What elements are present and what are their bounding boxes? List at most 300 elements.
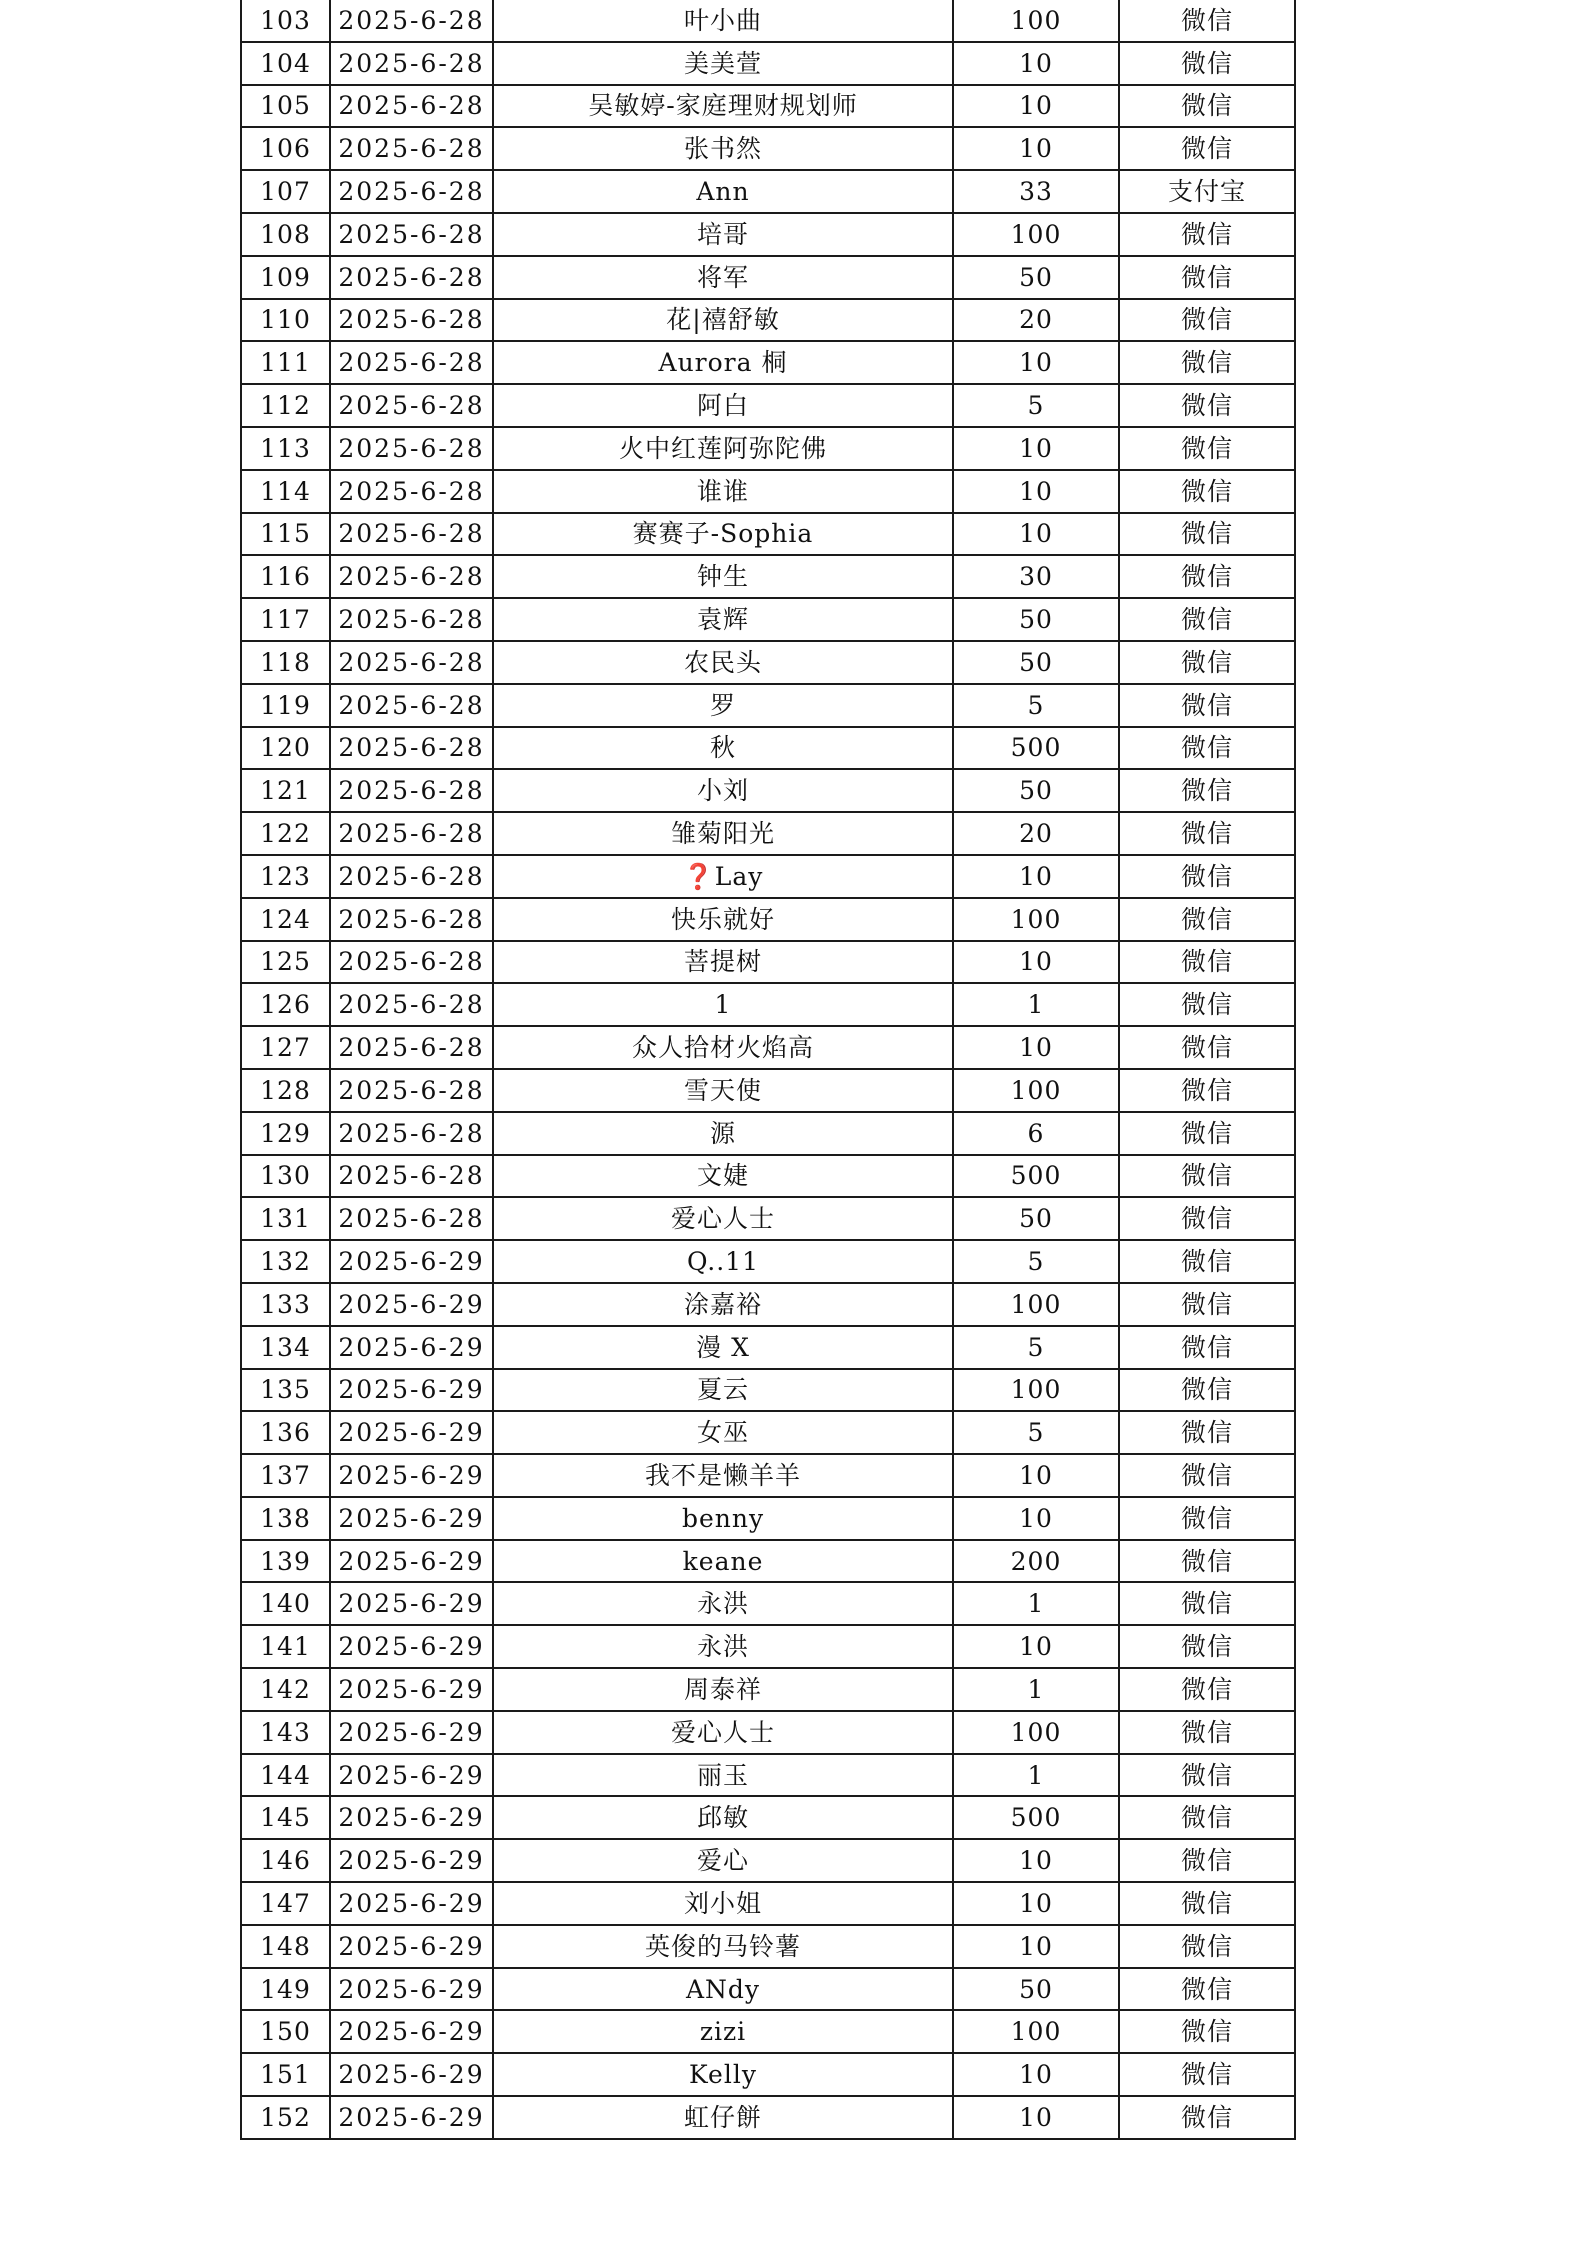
donor-name-cell: 袁辉 — [493, 598, 953, 641]
row-number-cell: 104 — [241, 42, 330, 85]
table-row — [241, 299, 1295, 342]
donor-name-cell: 爱心人士 — [493, 1711, 953, 1754]
payment-method-cell: 微信 — [1119, 598, 1295, 641]
row-number-cell: 118 — [241, 641, 330, 684]
date-cell: 2025-6-29 — [330, 1625, 493, 1668]
date-cell: 2025-6-29 — [330, 1839, 493, 1882]
donor-name-cell: 快乐就好 — [493, 898, 953, 941]
row-number-cell: 127 — [241, 1026, 330, 1069]
table-row — [241, 1839, 1295, 1882]
donor-name-cell: 钟生 — [493, 555, 953, 598]
payment-method-cell: 微信 — [1119, 1882, 1295, 1925]
amount-cell: 10 — [953, 42, 1119, 85]
donor-name-cell: 花|禧舒敏 — [493, 299, 953, 342]
amount-cell: 50 — [953, 1197, 1119, 1240]
donor-name-cell: 涂嘉裕 — [493, 1283, 953, 1326]
date-cell: 2025-6-28 — [330, 299, 493, 342]
date-cell: 2025-6-28 — [330, 598, 493, 641]
payment-method-cell: 微信 — [1119, 127, 1295, 170]
donor-name-cell: 爱心 — [493, 1839, 953, 1882]
table-row — [241, 1411, 1295, 1454]
donor-name-cell: 雪天使 — [493, 1069, 953, 1112]
donor-name-cell: 美美萱 — [493, 42, 953, 85]
payment-method-cell: 微信 — [1119, 1668, 1295, 1711]
date-cell: 2025-6-29 — [330, 1796, 493, 1839]
table-row — [241, 213, 1295, 256]
amount-cell: 100 — [953, 0, 1119, 42]
table-row — [241, 598, 1295, 641]
table-row — [241, 1925, 1295, 1968]
payment-method-cell: 支付宝 — [1119, 170, 1295, 213]
row-number-cell: 124 — [241, 898, 330, 941]
payment-method-cell: 微信 — [1119, 1754, 1295, 1797]
payment-method-cell: 微信 — [1119, 1240, 1295, 1283]
table-row — [241, 2053, 1295, 2096]
payment-method-cell: 微信 — [1119, 0, 1295, 42]
date-cell: 2025-6-29 — [330, 1411, 493, 1454]
date-cell: 2025-6-29 — [330, 1369, 493, 1412]
date-cell: 2025-6-28 — [330, 341, 493, 384]
row-number-cell: 117 — [241, 598, 330, 641]
table-row — [241, 384, 1295, 427]
donor-name-cell: 农民头 — [493, 641, 953, 684]
row-number-cell: 121 — [241, 769, 330, 812]
donor-name-cell: keane — [493, 1540, 953, 1583]
row-number-cell: 129 — [241, 1112, 330, 1155]
date-cell: 2025-6-28 — [330, 555, 493, 598]
table-row — [241, 1968, 1295, 2011]
donor-name-cell: 周泰祥 — [493, 1668, 953, 1711]
row-number-cell: 111 — [241, 341, 330, 384]
payment-method-cell: 微信 — [1119, 1625, 1295, 1668]
donor-name-cell: Kelly — [493, 2053, 953, 2096]
payment-method-cell: 微信 — [1119, 427, 1295, 470]
date-cell: 2025-6-28 — [330, 170, 493, 213]
row-number-cell: 139 — [241, 1540, 330, 1583]
row-number-cell: 151 — [241, 2053, 330, 2096]
donor-name-cell: 夏云 — [493, 1369, 953, 1412]
table-row — [241, 983, 1295, 1026]
payment-method-cell: 微信 — [1119, 299, 1295, 342]
date-cell: 2025-6-29 — [330, 1326, 493, 1369]
date-cell: 2025-6-28 — [330, 427, 493, 470]
table-row — [241, 641, 1295, 684]
date-cell: 2025-6-28 — [330, 470, 493, 513]
amount-cell: 10 — [953, 85, 1119, 128]
amount-cell: 33 — [953, 170, 1119, 213]
row-number-cell: 138 — [241, 1497, 330, 1540]
table-row — [241, 513, 1295, 556]
row-number-cell: 143 — [241, 1711, 330, 1754]
table-row — [241, 2010, 1295, 2053]
donor-name-cell: benny — [493, 1497, 953, 1540]
row-number-cell: 150 — [241, 2010, 330, 2053]
donor-name-cell: 漫 X — [493, 1326, 953, 1369]
row-number-cell: 106 — [241, 127, 330, 170]
row-number-cell: 136 — [241, 1411, 330, 1454]
payment-method-cell: 微信 — [1119, 513, 1295, 556]
date-cell: 2025-6-28 — [330, 1112, 493, 1155]
amount-cell: 10 — [953, 127, 1119, 170]
payment-method-cell: 微信 — [1119, 769, 1295, 812]
table-row — [241, 941, 1295, 984]
payment-method-cell: 微信 — [1119, 1411, 1295, 1454]
donor-name-cell: 永洪 — [493, 1625, 953, 1668]
row-number-cell: 120 — [241, 727, 330, 770]
amount-cell: 10 — [953, 1839, 1119, 1882]
table-row — [241, 1497, 1295, 1540]
amount-cell: 10 — [953, 855, 1119, 898]
donor-name-cell: 谁谁 — [493, 470, 953, 513]
date-cell: 2025-6-28 — [330, 0, 493, 42]
amount-cell: 1 — [953, 1754, 1119, 1797]
table-row — [241, 769, 1295, 812]
amount-cell: 10 — [953, 1882, 1119, 1925]
row-number-cell: 132 — [241, 1240, 330, 1283]
date-cell: 2025-6-28 — [330, 983, 493, 1026]
table-row — [241, 1540, 1295, 1583]
payment-method-cell: 微信 — [1119, 684, 1295, 727]
table-row — [241, 1625, 1295, 1668]
table-row — [241, 684, 1295, 727]
amount-cell: 1 — [953, 983, 1119, 1026]
payment-method-cell: 微信 — [1119, 1369, 1295, 1412]
date-cell: 2025-6-28 — [330, 684, 493, 727]
table-row — [241, 1796, 1295, 1839]
row-number-cell: 135 — [241, 1369, 330, 1412]
row-number-cell: 125 — [241, 941, 330, 984]
payment-method-cell: 微信 — [1119, 2053, 1295, 2096]
table-row — [241, 1754, 1295, 1797]
date-cell: 2025-6-29 — [330, 1668, 493, 1711]
row-number-cell: 131 — [241, 1197, 330, 1240]
row-number-cell: 105 — [241, 85, 330, 128]
amount-cell: 10 — [953, 1625, 1119, 1668]
donor-name-cell: 罗 — [493, 684, 953, 727]
payment-method-cell: 微信 — [1119, 470, 1295, 513]
donor-name-cell: 小刘 — [493, 769, 953, 812]
date-cell: 2025-6-28 — [330, 42, 493, 85]
amount-cell: 5 — [953, 1411, 1119, 1454]
amount-cell: 10 — [953, 1925, 1119, 1968]
table-row — [241, 1283, 1295, 1326]
date-cell: 2025-6-29 — [330, 1283, 493, 1326]
payment-method-cell: 微信 — [1119, 898, 1295, 941]
date-cell: 2025-6-28 — [330, 513, 493, 556]
row-number-cell: 146 — [241, 1839, 330, 1882]
table-row — [241, 1069, 1295, 1112]
amount-cell: 100 — [953, 1069, 1119, 1112]
table-row — [241, 1454, 1295, 1497]
table-row — [241, 1369, 1295, 1412]
donor-name-cell: 赛赛子-Sophia — [493, 513, 953, 556]
date-cell: 2025-6-29 — [330, 1540, 493, 1583]
payment-method-cell: 微信 — [1119, 1968, 1295, 2011]
row-number-cell: 149 — [241, 1968, 330, 2011]
amount-cell: 100 — [953, 213, 1119, 256]
table-row — [241, 42, 1295, 85]
row-number-cell: 130 — [241, 1155, 330, 1198]
payment-method-cell: 微信 — [1119, 1326, 1295, 1369]
payment-method-cell: 微信 — [1119, 1582, 1295, 1625]
amount-cell: 200 — [953, 1540, 1119, 1583]
donor-name-cell: 火中红莲阿弥陀佛 — [493, 427, 953, 470]
row-number-cell: 140 — [241, 1582, 330, 1625]
amount-cell: 5 — [953, 1240, 1119, 1283]
table-row — [241, 727, 1295, 770]
row-number-cell: 147 — [241, 1882, 330, 1925]
row-number-cell: 126 — [241, 983, 330, 1026]
amount-cell: 100 — [953, 898, 1119, 941]
donor-name-cell: ANdy — [493, 1968, 953, 2011]
donor-name-cell: 英俊的马铃薯 — [493, 1925, 953, 1968]
table-row — [241, 0, 1295, 42]
table-row — [241, 470, 1295, 513]
date-cell: 2025-6-29 — [330, 2053, 493, 2096]
date-cell: 2025-6-29 — [330, 1925, 493, 1968]
payment-method-cell: 微信 — [1119, 1454, 1295, 1497]
donor-name-cell: 雏菊阳光 — [493, 812, 953, 855]
donor-name-cell: 叶小曲 — [493, 0, 953, 42]
date-cell: 2025-6-29 — [330, 2096, 493, 2139]
amount-cell: 10 — [953, 2096, 1119, 2139]
table-row — [241, 898, 1295, 941]
payment-method-cell: 微信 — [1119, 1197, 1295, 1240]
date-cell: 2025-6-28 — [330, 769, 493, 812]
payment-method-cell: 微信 — [1119, 641, 1295, 684]
row-number-cell: 128 — [241, 1069, 330, 1112]
amount-cell: 100 — [953, 1711, 1119, 1754]
amount-cell: 10 — [953, 1497, 1119, 1540]
donor-name-cell: 吴敏婷-家庭理财规划师 — [493, 85, 953, 128]
donor-name-cell: 众人拾材火焰高 — [493, 1026, 953, 1069]
donor-name-cell: 我不是懒羊羊 — [493, 1454, 953, 1497]
date-cell: 2025-6-28 — [330, 1197, 493, 1240]
amount-cell: 100 — [953, 1369, 1119, 1412]
amount-cell: 500 — [953, 1796, 1119, 1839]
donor-name-cell: 1 — [493, 983, 953, 1026]
payment-method-cell: 微信 — [1119, 384, 1295, 427]
row-number-cell: 110 — [241, 299, 330, 342]
date-cell: 2025-6-28 — [330, 855, 493, 898]
row-number-cell: 107 — [241, 170, 330, 213]
amount-cell: 500 — [953, 727, 1119, 770]
date-cell: 2025-6-28 — [330, 898, 493, 941]
table-row — [241, 855, 1295, 898]
payment-method-cell: 微信 — [1119, 1069, 1295, 1112]
date-cell: 2025-6-29 — [330, 1711, 493, 1754]
donor-name-cell: 丽玉 — [493, 1754, 953, 1797]
date-cell: 2025-6-29 — [330, 1754, 493, 1797]
table-row — [241, 1668, 1295, 1711]
amount-cell: 5 — [953, 684, 1119, 727]
amount-cell: 10 — [953, 1026, 1119, 1069]
donor-name-cell: 阿白 — [493, 384, 953, 427]
donation-table-body — [241, 0, 1295, 2139]
amount-cell: 500 — [953, 1155, 1119, 1198]
payment-method-cell: 微信 — [1119, 1155, 1295, 1198]
table-row — [241, 341, 1295, 384]
row-number-cell: 103 — [241, 0, 330, 42]
payment-method-cell: 微信 — [1119, 555, 1295, 598]
amount-cell: 10 — [953, 470, 1119, 513]
row-number-cell: 141 — [241, 1625, 330, 1668]
row-number-cell: 144 — [241, 1754, 330, 1797]
date-cell: 2025-6-29 — [330, 1882, 493, 1925]
date-cell: 2025-6-28 — [330, 941, 493, 984]
row-number-cell: 122 — [241, 812, 330, 855]
donor-name-cell: 邱敏 — [493, 1796, 953, 1839]
date-cell: 2025-6-29 — [330, 1582, 493, 1625]
row-number-cell: 148 — [241, 1925, 330, 1968]
donor-name-cell: 张书然 — [493, 127, 953, 170]
table-row — [241, 1882, 1295, 1925]
row-number-cell: 142 — [241, 1668, 330, 1711]
table-row — [241, 85, 1295, 128]
date-cell: 2025-6-28 — [330, 1026, 493, 1069]
payment-method-cell: 微信 — [1119, 855, 1295, 898]
payment-method-cell: 微信 — [1119, 1112, 1295, 1155]
row-number-cell: 145 — [241, 1796, 330, 1839]
donor-name-cell: 文婕 — [493, 1155, 953, 1198]
date-cell: 2025-6-28 — [330, 213, 493, 256]
payment-method-cell: 微信 — [1119, 2096, 1295, 2139]
donor-name-cell: 永洪 — [493, 1582, 953, 1625]
payment-method-cell: 微信 — [1119, 1540, 1295, 1583]
amount-cell: 50 — [953, 769, 1119, 812]
donor-name-cell: 虹仔餅 — [493, 2096, 953, 2139]
payment-method-cell: 微信 — [1119, 2010, 1295, 2053]
date-cell: 2025-6-28 — [330, 727, 493, 770]
table-row — [241, 1155, 1295, 1198]
donor-name-cell: 刘小姐 — [493, 1882, 953, 1925]
amount-cell: 5 — [953, 384, 1119, 427]
payment-method-cell: 微信 — [1119, 256, 1295, 299]
date-cell: 2025-6-28 — [330, 812, 493, 855]
date-cell: 2025-6-29 — [330, 1968, 493, 2011]
table-row — [241, 1711, 1295, 1754]
table-row — [241, 812, 1295, 855]
amount-cell: 10 — [953, 2053, 1119, 2096]
row-number-cell: 115 — [241, 513, 330, 556]
payment-method-cell: 微信 — [1119, 1711, 1295, 1754]
amount-cell: 5 — [953, 1326, 1119, 1369]
row-number-cell: 137 — [241, 1454, 330, 1497]
payment-method-cell: 微信 — [1119, 341, 1295, 384]
row-number-cell: 152 — [241, 2096, 330, 2139]
donor-name-cell: 菩提树 — [493, 941, 953, 984]
date-cell: 2025-6-29 — [330, 2010, 493, 2053]
date-cell: 2025-6-28 — [330, 85, 493, 128]
row-number-cell: 134 — [241, 1326, 330, 1369]
row-number-cell: 133 — [241, 1283, 330, 1326]
amount-cell: 1 — [953, 1582, 1119, 1625]
amount-cell: 100 — [953, 2010, 1119, 2053]
table-row — [241, 2096, 1295, 2139]
date-cell: 2025-6-29 — [330, 1497, 493, 1540]
payment-method-cell: 微信 — [1119, 1796, 1295, 1839]
table-row — [241, 1582, 1295, 1625]
table-row — [241, 1326, 1295, 1369]
amount-cell: 10 — [953, 341, 1119, 384]
date-cell: 2025-6-29 — [330, 1454, 493, 1497]
donor-name-cell: 爱心人士 — [493, 1197, 953, 1240]
row-number-cell: 112 — [241, 384, 330, 427]
table-row — [241, 170, 1295, 213]
amount-cell: 20 — [953, 812, 1119, 855]
payment-method-cell: 微信 — [1119, 85, 1295, 128]
donor-name-cell: 女巫 — [493, 1411, 953, 1454]
amount-cell: 50 — [953, 256, 1119, 299]
amount-cell: 30 — [953, 555, 1119, 598]
row-number-cell: 113 — [241, 427, 330, 470]
table-row — [241, 1112, 1295, 1155]
donor-name-cell: ❓Lay — [493, 855, 953, 898]
row-number-cell: 123 — [241, 855, 330, 898]
payment-method-cell: 微信 — [1119, 1026, 1295, 1069]
table-row — [241, 256, 1295, 299]
payment-method-cell: 微信 — [1119, 1283, 1295, 1326]
donor-name-cell: 源 — [493, 1112, 953, 1155]
donor-name-cell: 培哥 — [493, 213, 953, 256]
row-number-cell: 109 — [241, 256, 330, 299]
payment-method-cell: 微信 — [1119, 1925, 1295, 1968]
payment-method-cell: 微信 — [1119, 213, 1295, 256]
amount-cell: 50 — [953, 1968, 1119, 2011]
amount-cell: 10 — [953, 513, 1119, 556]
date-cell: 2025-6-28 — [330, 384, 493, 427]
table-row — [241, 127, 1295, 170]
amount-cell: 10 — [953, 427, 1119, 470]
table-row — [241, 555, 1295, 598]
date-cell: 2025-6-29 — [330, 1240, 493, 1283]
amount-cell: 20 — [953, 299, 1119, 342]
amount-cell: 50 — [953, 598, 1119, 641]
table-row — [241, 1197, 1295, 1240]
amount-cell: 6 — [953, 1112, 1119, 1155]
amount-cell: 50 — [953, 641, 1119, 684]
table-row — [241, 1240, 1295, 1283]
payment-method-cell: 微信 — [1119, 1497, 1295, 1540]
row-number-cell: 119 — [241, 684, 330, 727]
donation-table — [240, 0, 1296, 2140]
row-number-cell: 114 — [241, 470, 330, 513]
date-cell: 2025-6-28 — [330, 1155, 493, 1198]
payment-method-cell: 微信 — [1119, 42, 1295, 85]
table-row — [241, 427, 1295, 470]
payment-method-cell: 微信 — [1119, 1839, 1295, 1882]
donor-name-cell: 秋 — [493, 727, 953, 770]
date-cell: 2025-6-28 — [330, 1069, 493, 1112]
donor-name-cell: Aurora 桐 — [493, 341, 953, 384]
payment-method-cell: 微信 — [1119, 812, 1295, 855]
donor-name-cell: Ann — [493, 170, 953, 213]
payment-method-cell: 微信 — [1119, 727, 1295, 770]
row-number-cell: 116 — [241, 555, 330, 598]
amount-cell: 1 — [953, 1668, 1119, 1711]
date-cell: 2025-6-28 — [330, 256, 493, 299]
amount-cell: 100 — [953, 1283, 1119, 1326]
amount-cell: 10 — [953, 1454, 1119, 1497]
row-number-cell: 108 — [241, 213, 330, 256]
amount-cell: 10 — [953, 941, 1119, 984]
payment-method-cell: 微信 — [1119, 941, 1295, 984]
payment-method-cell: 微信 — [1119, 983, 1295, 1026]
donor-name-cell: Q..11 — [493, 1240, 953, 1283]
donor-name-cell: zizi — [493, 2010, 953, 2053]
date-cell: 2025-6-28 — [330, 127, 493, 170]
donor-name-cell: 将军 — [493, 256, 953, 299]
